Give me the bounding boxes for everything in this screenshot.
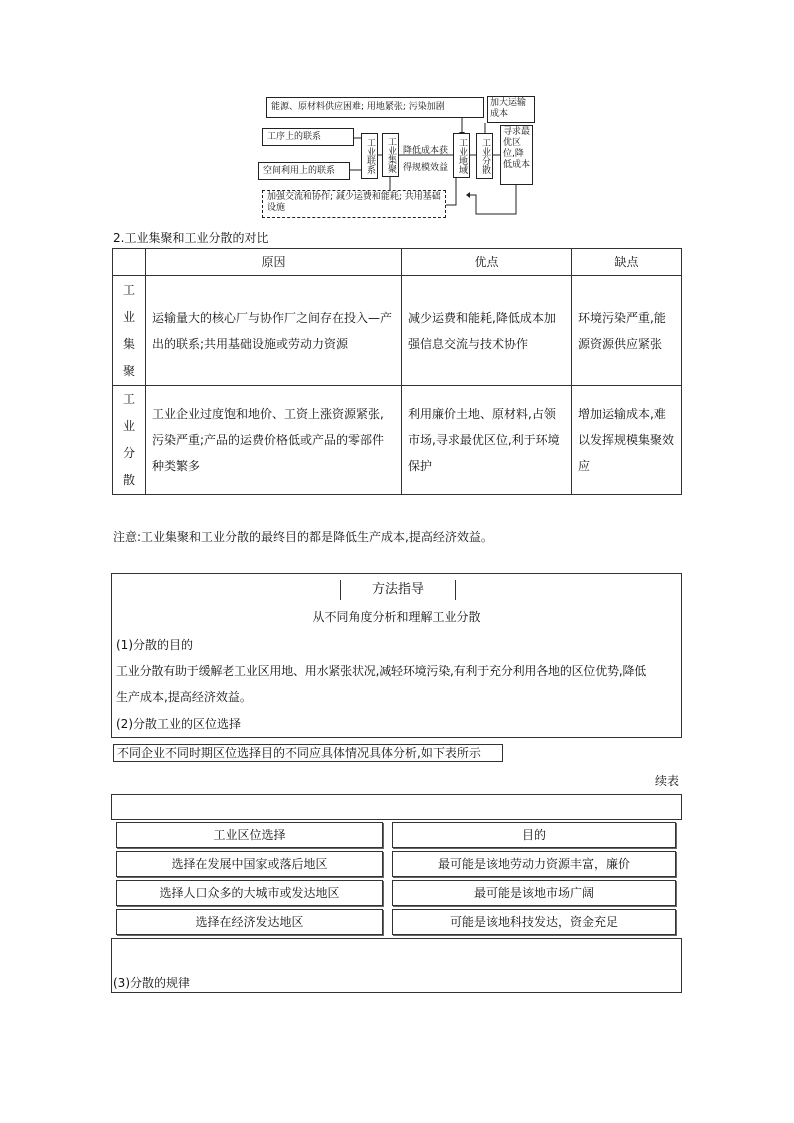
diagram-add-cost: 加大运输成本 [487, 96, 535, 123]
method-p1-line2: 生产成本,提高经济效益。 [116, 690, 252, 704]
diagram-reduce-cost-1: 降低成本获 [403, 146, 449, 156]
notice-box: 不同企业不同时期区位选择目的不同应具体情况具体分析,如下表所示 [113, 744, 503, 762]
table2-header-cell: 工业区位选择 [116, 822, 383, 848]
row-disadvantage: 环境污染严重,能源资源供应紧张 [572, 276, 682, 386]
p3-title: (3)分散的规律 [113, 976, 190, 990]
diagram-top-bar: 能源、原材料供应困难; 用地紧张; 污染加剧 [266, 97, 484, 118]
row-reason: 运输量大的核心厂与协作厂之间存在投入—产出的联系;共用基础设施或劳动力资源 [146, 276, 402, 386]
table-header-cell [113, 249, 146, 276]
table2-cell: 最可能是该地市场广阔 [392, 880, 676, 906]
diagram-bottom-box: 加强交流和协作; 减少运费和能耗; 共用基础设施 [262, 190, 446, 218]
row-label: 工业分散 [113, 386, 146, 495]
table2-cell: 选择在发展中国家或落后地区 [116, 851, 383, 877]
method-tag: 方法指导 [340, 580, 456, 600]
row-reason: 工业企业过度饱和地价、工资上涨资源紧张,污染严重;产品的运费价格低或产品的零部件种类繁多 [146, 386, 402, 495]
method-p1-line1: 工业分散有助于缓解老工业区用地、用水紧张状况,减轻环境污染,有利于充分利用各地的区位优势,降低 [116, 664, 647, 678]
method-p2-title: (2)分散工业的区位选择 [116, 717, 241, 731]
table2-cell: 可能是该地科技发达，资金充足 [392, 909, 676, 935]
table2-bottom-band [111, 938, 682, 993]
section-2-title: 2.工业集聚和工业分散的对比 [113, 231, 269, 245]
diagram-industry-area: 工业地域 [453, 133, 470, 178]
row-advantage: 利用廉价土地、原材料,占领市场,寻求最优区位,利于环境保护 [402, 386, 572, 495]
table-row [113, 386, 682, 495]
table-header-cell: 原因 [146, 249, 402, 276]
method-box [111, 573, 682, 738]
diagram-seek-best: 寻求最优区位,降低成本 [500, 125, 533, 185]
diagram-industry-disperse: 工业分散 [476, 133, 493, 179]
method-title: 从不同角度分析和理解工业分散 [312, 610, 481, 624]
table2-header-cell: 目的 [392, 822, 676, 848]
note-text: 注意:工业集聚和工业分散的最终目的都是降低生产成本,提高经济效益。 [113, 530, 493, 544]
diagram-space-link: 空间利用上的联系 [258, 162, 350, 180]
table2-cell: 选择在经济发达地区 [116, 909, 383, 935]
table-header-row [113, 249, 682, 276]
diagram-process-link: 工序上的联系 [262, 128, 354, 146]
diagram-industry-link: 工业联系 [361, 133, 378, 179]
comparison-table [112, 248, 682, 495]
table2-cell: 最可能是该地劳动力资源丰富，廉价 [392, 851, 676, 877]
table-header-cell: 缺点 [572, 249, 682, 276]
table2-cell: 选择人口众多的大城市或发达地区 [116, 880, 383, 906]
row-advantage: 减少运费和能耗,降低成本加强信息交流与技术协作 [402, 276, 572, 386]
row-disadvantage: 增加运输成本,难以发挥规模集聚效应 [572, 386, 682, 495]
diagram-industry-cluster: 工业集聚 [382, 133, 399, 177]
method-p1-title: (1)分散的目的 [116, 638, 193, 652]
table2-top-band [111, 794, 682, 820]
row-label: 工业集聚 [113, 276, 146, 386]
continued-label: 续表 [655, 774, 680, 788]
table-header-cell: 优点 [402, 249, 572, 276]
diagram-reduce-cost-2: 得规模效益 [403, 163, 449, 173]
table-row [113, 276, 682, 386]
